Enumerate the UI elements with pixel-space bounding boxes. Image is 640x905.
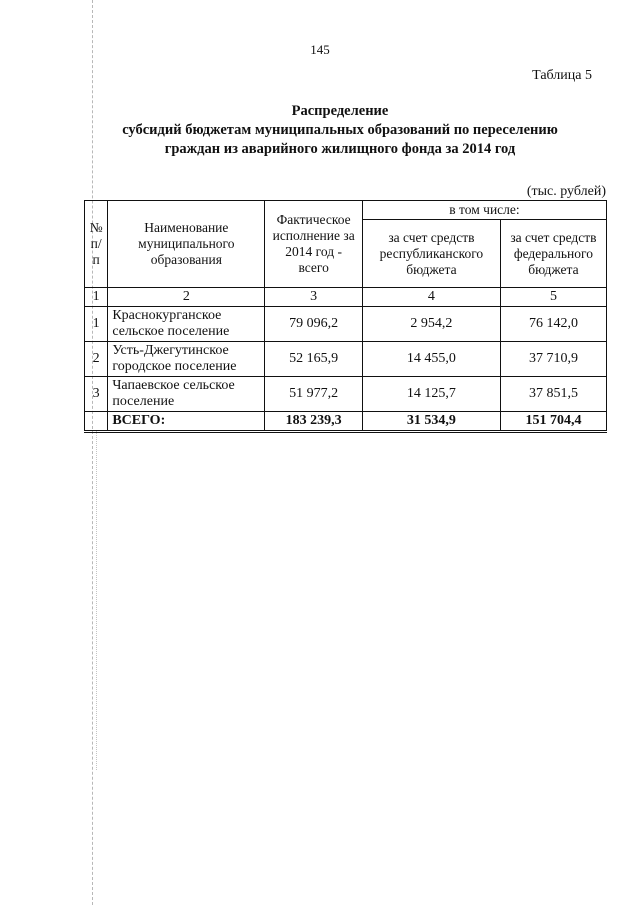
- row-federal: 37 851,5: [500, 377, 606, 412]
- table-row: [85, 307, 607, 342]
- row-no: 2: [85, 342, 108, 377]
- row-no: 3: [85, 377, 108, 412]
- total-federal: 151 704,4: [500, 412, 606, 432]
- row-fact: 79 096,2: [265, 307, 363, 342]
- row-name: Чапаевское сельское поселение: [108, 377, 265, 412]
- total-label: ВСЕГО:: [108, 412, 265, 432]
- row-name: Усть-Джегутинское городское поселение: [108, 342, 265, 377]
- total-no-cell: [85, 412, 108, 432]
- column-number: 2: [108, 288, 265, 307]
- row-republic: 14 125,7: [362, 377, 500, 412]
- document-title: [100, 102, 580, 159]
- title-line-2: субсидий бюджетам муниципальных образований по переселению: [122, 122, 558, 138]
- subsidy-table: [84, 200, 607, 433]
- title-line-1: Распределение: [291, 103, 389, 119]
- row-no: 1: [85, 307, 108, 342]
- table-label: Таблица 5: [532, 68, 592, 83]
- total-republic: 31 534,9: [362, 412, 500, 432]
- row-republic: 14 455,0: [362, 342, 500, 377]
- table-row: [85, 377, 607, 412]
- header-row: [85, 201, 607, 220]
- header-name: Наименование муниципального образования: [108, 201, 265, 288]
- row-name: Краснокурганское сельское поселение: [108, 307, 265, 342]
- header-republic: за счет средств республиканского бюджета: [362, 220, 500, 288]
- header-no: № п/п: [85, 201, 108, 288]
- header-federal: за счет средств федерального бюджета: [500, 220, 606, 288]
- row-federal: 76 142,0: [500, 307, 606, 342]
- column-number: 3: [265, 288, 363, 307]
- scan-margin-line-secondary: [96, 430, 97, 770]
- column-number: 1: [85, 288, 108, 307]
- scan-margin-line: [92, 0, 93, 905]
- row-fact: 52 165,9: [265, 342, 363, 377]
- row-fact: 51 977,2: [265, 377, 363, 412]
- table-row: [85, 342, 607, 377]
- row-federal: 37 710,9: [500, 342, 606, 377]
- total-row: [85, 412, 607, 432]
- page-number: 145: [310, 42, 330, 57]
- title-line-3: граждан из аварийного жилищного фонда за 2014 год: [164, 141, 516, 157]
- units-label: (тыс. рублей): [526, 184, 606, 199]
- row-republic: 2 954,2: [362, 307, 500, 342]
- header-including: в том числе:: [362, 201, 606, 220]
- header-fact: Фактическое исполнение за 2014 год - всего: [265, 201, 363, 288]
- column-number: 4: [362, 288, 500, 307]
- column-number: 5: [500, 288, 606, 307]
- total-fact: 183 239,3: [265, 412, 363, 432]
- column-number-row: [85, 288, 607, 307]
